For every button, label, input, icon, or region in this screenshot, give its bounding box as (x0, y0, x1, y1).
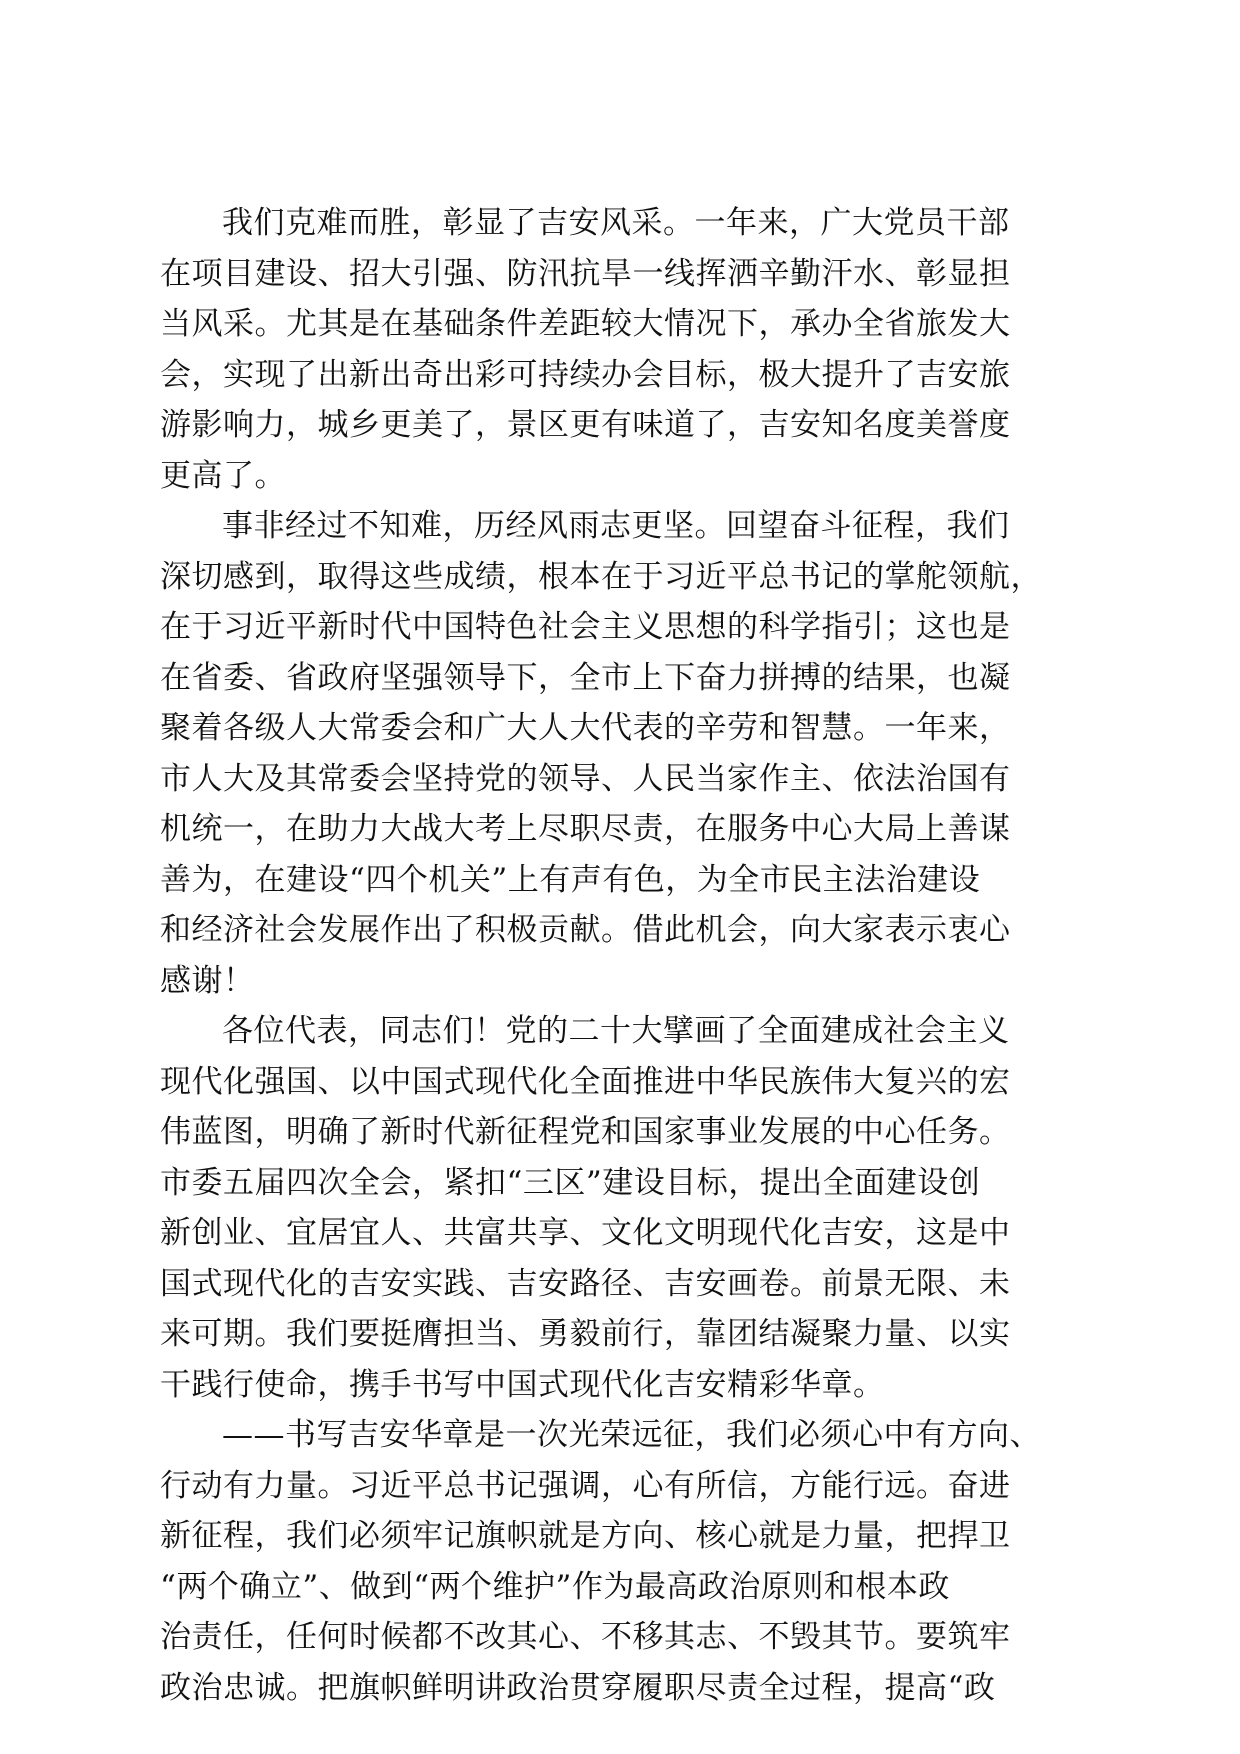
paragraph-modernization-blueprint (160, 1006, 1080, 1410)
text-line: ——书写吉安华章是一次光荣远征，我们必须心中有方向、 (222, 1417, 1041, 1453)
text-line: 市委五届四次全会，紧扣“三区”建设目标，提出全面建设创 (160, 1164, 981, 1201)
text-line: 更高了。 (160, 457, 286, 494)
paragraph-ji-an-style (160, 198, 1080, 501)
text-line: 市人大及其常委会坚持党的领导、人民当家作主、依法治国有 (160, 760, 1011, 797)
text-line: 各位代表，同志们！党的二十大擘画了全面建成社会主义 (222, 1013, 1010, 1049)
text-line: 当风采。尤其是在基础条件差距较大情况下，承办全省旅发大 (160, 306, 1011, 342)
text-line: 事非经过不知难，历经风雨志更坚。回望奋斗征程，我们 (222, 508, 1010, 544)
text-line: 游影响力，城乡更美了，景区更有味道了，吉安知名度美誉度 (160, 407, 1011, 443)
text-line: 治责任，任何时候都不改其心、不移其志、不毁其节。要筑牢 (160, 1619, 1011, 1655)
text-line: 感谢！ (160, 962, 255, 999)
text-line: 善为，在建设“四个机关”上有声有色，为全市民主法治建设 (160, 861, 981, 898)
text-line: 在省委、省政府坚强领导下，全市上下奋力拼搏的结果，也凝 (160, 659, 1011, 696)
text-line: 国式现代化的吉安实践、吉安路径、吉安画卷。前景无限、未 (160, 1265, 1011, 1302)
text-line: 和经济社会发展作出了积极贡献。借此机会，向大家表示衷心 (160, 912, 1011, 948)
text-line: 政治忠诚。把旗帜鲜明讲政治贯穿履职尽责全过程，提高“政 (160, 1669, 996, 1706)
text-line: 我们克难而胜，彰显了吉安风采。一年来，广大党员干部 (222, 205, 1010, 241)
text-line: 机统一，在助力大战大考上尽职尽责，在服务中心大局上善谋 (160, 811, 1011, 847)
text-line: 在项目建设、招大引强、防汛抗旱一线挥洒辛勤汗水、彰显担 (160, 255, 1011, 292)
text-line: 深切感到，取得这些成绩，根本在于习近平总书记的掌舵领航， (160, 558, 1042, 595)
text-line: 伟蓝图，明确了新时代新征程党和国家事业发展的中心任务。 (160, 1114, 1011, 1150)
text-line: 新创业、宜居宜人、共富共享、文化文明现代化吉安，这是中 (160, 1215, 1011, 1251)
document-body (160, 198, 1080, 1713)
text-line: 来可期。我们要挺膺担当、勇毅前行，靠团结凝聚力量、以实 (160, 1316, 1011, 1352)
text-line: 新征程，我们必须牢记旗帜就是方向、核心就是力量，把捍卫 (160, 1518, 1011, 1554)
text-line: 现代化强国、以中国式现代化全面推进中华民族伟大复兴的宏 (160, 1063, 1011, 1100)
paragraph-glorious-expedition (160, 1410, 1080, 1713)
text-line: 会，实现了出新出奇出彩可持续办会目标，极大提升了吉安旅 (160, 356, 1011, 393)
text-line: “两个确立”、做到“两个维护”作为最高政治原则和根本政 (160, 1568, 950, 1605)
text-line: 聚着各级人大常委会和广大人大代表的辛劳和智慧。一年来， (160, 710, 1011, 746)
text-line: 在于习近平新时代中国特色社会主义思想的科学指引；这也是 (160, 609, 1011, 645)
text-line: 干践行使命，携手书写中国式现代化吉安精彩华章。 (160, 1366, 885, 1403)
paragraph-achievements-thanks (160, 501, 1080, 1006)
text-line: 行动有力量。习近平总书记强调，心有所信，方能行远。奋进 (160, 1467, 1011, 1504)
